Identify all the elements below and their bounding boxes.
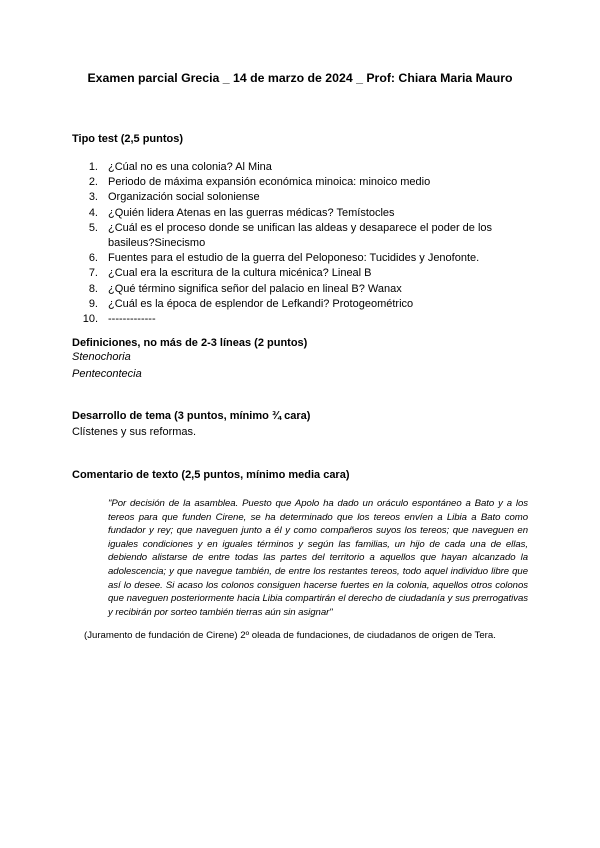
test-question <box>72 266 512 281</box>
definitions-heading: Definiciones, no más de 2-3 líneas (2 puntos) <box>72 337 308 349</box>
exam-title: Examen parcial Grecia _ 14 de marzo de 2024 _ Prof: Chiara Maria Mauro <box>87 71 513 85</box>
definition-term: Pentecontecia <box>72 368 142 380</box>
test-heading: Tipo test (2,5 puntos) <box>72 133 184 145</box>
question-number: 10. <box>82 313 98 326</box>
question-number: 4. <box>88 206 98 219</box>
test-question <box>72 312 512 327</box>
question-text: ¿Quién lidera Atenas en las guerras médicas? Temístocles <box>108 206 395 219</box>
definitions-terms <box>72 349 142 383</box>
question-text: ¿Qué término significa señor del palacio en lineal B? Wanax <box>108 282 402 295</box>
question-text: Organización social soloniense <box>108 191 260 204</box>
question-text: ¿Cual era la escritura de la cultura micénica? Lineal B <box>108 267 372 280</box>
question-number: 8. <box>88 282 98 295</box>
test-question <box>72 297 512 312</box>
test-question <box>72 282 512 297</box>
test-question-list <box>72 160 512 327</box>
test-question <box>72 190 512 205</box>
test-question <box>72 160 512 175</box>
question-number: 5. <box>88 221 98 234</box>
question-number: 3. <box>88 191 98 204</box>
definition-term: Stenochoria <box>72 351 131 363</box>
development-topic: Clístenes y sus reformas. <box>72 426 197 438</box>
question-text: ¿Cúal no es una colonia? Al Mina <box>108 161 272 173</box>
question-number: 6. <box>88 252 98 265</box>
question-number: 2. <box>88 176 98 189</box>
commentary-heading: Comentario de texto (2,5 puntos, mínimo media cara) <box>72 469 350 481</box>
question-text: ------------- <box>108 313 156 326</box>
question-number: 1. <box>88 161 98 173</box>
question-text: Fuentes para el estudio de la guerra del Peloponeso: Tucidides y Jenofonte. <box>108 252 480 265</box>
question-number: 9. <box>88 297 98 310</box>
test-question <box>72 221 512 251</box>
question-text: ¿Cuál es la época de esplendor de Lefkandi? Protogeométrico <box>108 297 414 310</box>
development-heading: Desarrollo de tema (3 puntos, mínimo ¾ cara) <box>72 410 311 422</box>
test-question <box>72 206 512 221</box>
commentary-source: (Juramento de fundación de Cirene) 2º oleada de fundaciones, de ciudadanos de origen de Tera. <box>84 630 496 641</box>
test-question <box>72 175 512 190</box>
test-question <box>72 251 512 266</box>
question-text: ¿Cuál es el proceso donde se unifican las aldeas y desaparece el poder de los basileus?Sinecismo <box>108 221 493 250</box>
commentary-quote: "Por decisión de la asamblea. Puesto que Apolo ha dado un oráculo espontáneo a Bato y a los tereos para que funden Cirene, se ha determinado que los tereos envíen a Libia a Bato como fundador y rey; que naveguen junto a él y como compañeros suyos los tereos; que naveguen en iguales condiciones y en iguales términos y según las familias, un hijo de cada una de ellas, debiendo alistarse de entre todas las partes del territorio a aquellos que hayan alcanzado la adolescencia; y que navegue también, de entre los restantes tereos, todo aquel individuo libre que así lo desee. Si acaso los colonos consiguen hacerse fuertes en la colonia, aquellos otros colonos que naveguen posteriormente hacia Libia compartirán el derecho de ciudadanía y sus prerrogativas y recibirán por sorteo también tierras aún sin asignar" <box>108 498 528 618</box>
question-text: Periodo de máxima expansión económica minoica: minoico medio <box>108 176 431 189</box>
question-number: 7. <box>88 267 98 280</box>
